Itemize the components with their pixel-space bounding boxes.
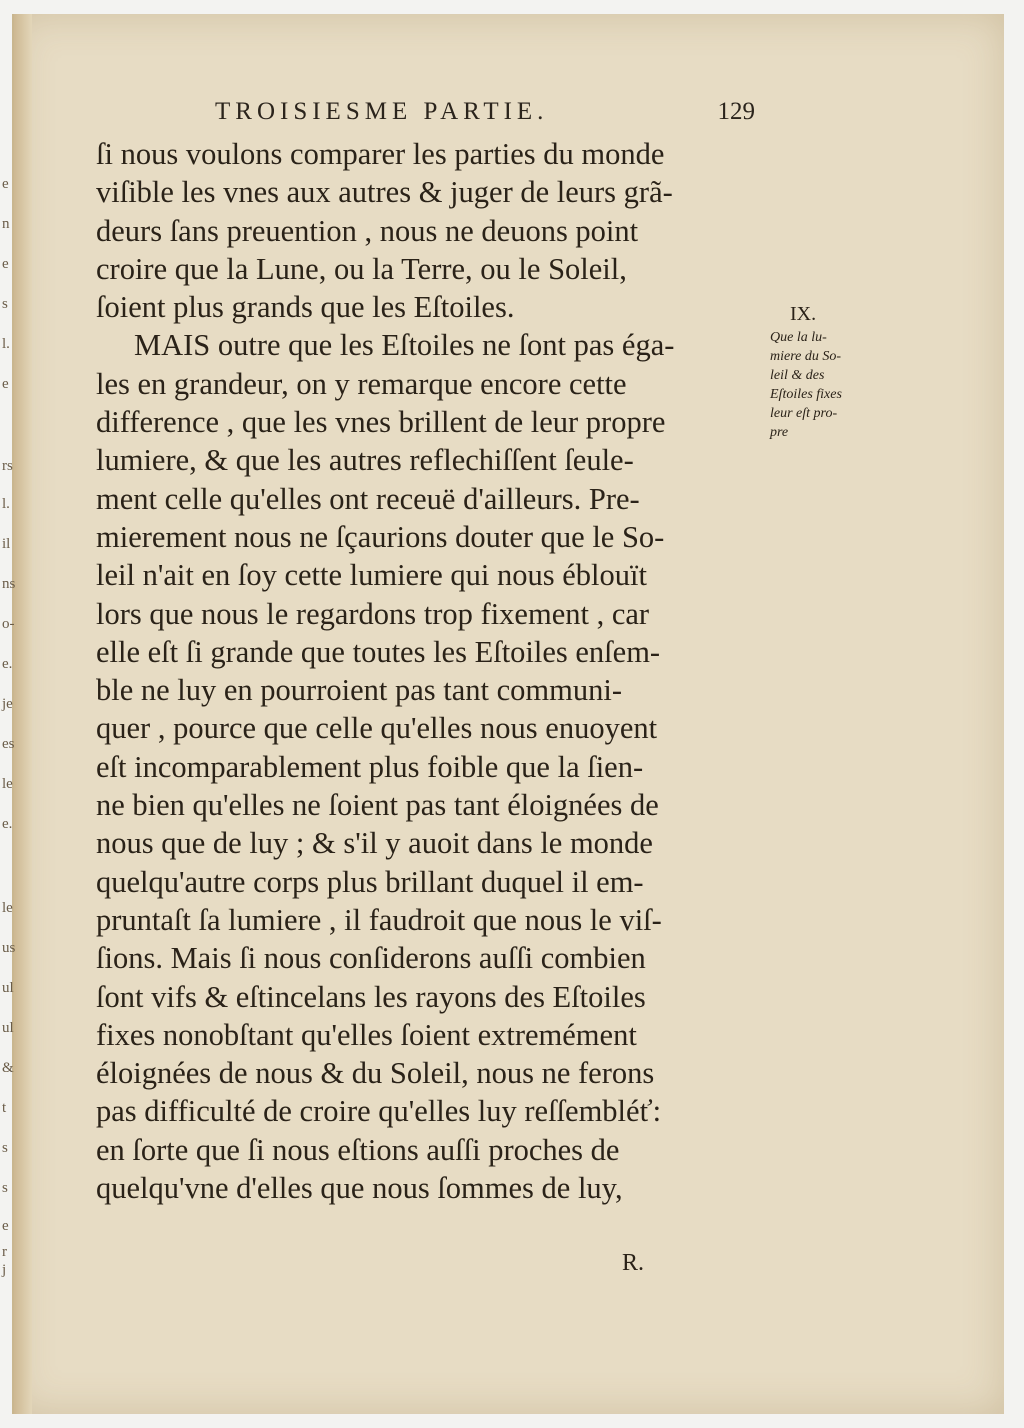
text-line: deurs ſans preuention , nous ne deuons point	[96, 213, 639, 248]
text-line: ble ne luy en pourroient pas tant communi-	[96, 673, 622, 708]
bleed-letter: le	[2, 776, 13, 792]
bleed-letter: s	[2, 1180, 8, 1196]
bleed-letter: l.	[2, 336, 10, 352]
text-line: ſoient plus grands que les Eſtoiles.	[96, 290, 515, 325]
bleed-letter: le	[2, 900, 13, 916]
text-line: ment celle qu'elles ont receuë d'ailleurs. Pre-	[96, 481, 640, 516]
bleed-letter: ns	[2, 576, 16, 592]
text-line: ſont vifs & eſtincelans les rayons des Eſtoiles	[96, 979, 646, 1014]
bleed-letter: e	[2, 176, 9, 192]
margin-note-line: leil & des	[770, 368, 825, 383]
text-line: quer , pource que celle qu'elles nous enuoyent	[96, 711, 658, 746]
bleed-letter: e	[2, 376, 9, 392]
bleed-letter: e.	[2, 656, 13, 672]
margin-note-line: leur eſt pro-	[770, 406, 838, 421]
bleed-letter: e.	[2, 816, 13, 832]
bleed-letter: o-	[2, 616, 15, 632]
bleed-letter: s	[2, 1140, 8, 1156]
margin-note-line: pre	[770, 425, 789, 440]
bleed-letter: j	[2, 1262, 7, 1278]
text-line: ſions. Mais ſi nous conſiderons auſſi combien	[96, 941, 646, 976]
bleed-letter: us	[2, 940, 16, 956]
margin-note-line: Que la lu-	[770, 330, 827, 345]
bleed-letter: je	[2, 696, 13, 712]
page-binding-edge	[14, 14, 32, 1414]
bleed-letter: s	[2, 296, 8, 312]
text-line: ne bien qu'elles ne ſoient pas tant éloignées de	[96, 788, 659, 823]
margin-note-line: miere du So-	[770, 349, 842, 364]
text-line: mierement nous ne ſçaurions douter que le So-	[96, 519, 665, 554]
bleed-letter: n	[2, 216, 10, 232]
bleed-letter: ul	[2, 1020, 14, 1036]
bleed-letter: rs	[2, 458, 13, 474]
text-line: viſible les vnes aux autres & juger de leurs grã-	[96, 175, 673, 210]
bleed-letter: e	[2, 256, 9, 272]
text-line: pruntaſt ſa lumiere , il faudroit que nous le viſ-	[96, 902, 662, 937]
text-line: les en grandeur, on y remarque encore cette	[96, 366, 627, 401]
page-header	[215, 98, 755, 132]
bleed-letter: il	[2, 536, 11, 552]
text-line: en ſorte que ſi nous eſtions auſſi proches de	[96, 1132, 620, 1167]
text-line: leil n'ait en ſoy cette lumiere qui nous éblouït	[96, 558, 647, 593]
paragraph-start-line: MAIS outre que les Eſtoiles ne ſont pas éga-	[134, 328, 675, 363]
body-text	[96, 135, 766, 1207]
bleed-letter: es	[2, 736, 15, 752]
margin-section-numeral: IX.	[790, 303, 817, 325]
text-line: nous que de luy ; & s'il y auoit dans le monde	[96, 826, 653, 861]
signature-mark: R.	[622, 1250, 645, 1276]
bleed-letter: e	[2, 1218, 9, 1234]
text-line: elle eſt ſi grande que toutes les Eſtoiles enſem-	[96, 634, 661, 669]
text-line: lors que nous le regardons trop fixement , car	[96, 596, 650, 631]
text-line: lumiere, & que les autres reflechiſſent ſeule-	[96, 443, 634, 478]
text-line: fixes nonobſtant qu'elles ſoient extremément	[96, 1017, 637, 1052]
bleed-letter: t	[2, 1100, 7, 1116]
text-line: croire que la Lune, ou la Terre, ou le Soleil,	[96, 251, 627, 286]
page-number: 129	[717, 98, 755, 125]
running-head: TROISIESME PARTIE.	[215, 98, 549, 125]
text-line: éloignées de nous & du Soleil, nous ne ferons	[96, 1056, 655, 1091]
text-line: difference , que les vnes brillent de leur propre	[96, 405, 666, 440]
text-line: pas difficulté de croire qu'elles luy reſſembléť:	[96, 1094, 662, 1129]
bleed-letter: &	[2, 1060, 14, 1076]
text-line: ſi nous voulons comparer les parties du monde	[96, 137, 665, 171]
text-line: quelqu'autre corps plus brillant duquel il em-	[96, 864, 644, 899]
bleed-letter: l.	[2, 496, 10, 512]
text-line: eſt incomparablement plus foible que la ſien-	[96, 749, 644, 784]
bleed-letter: ul	[2, 980, 14, 996]
bleed-letter: r	[2, 1244, 7, 1260]
text-line: quelqu'vne d'elles que nous ſommes de luy,	[96, 1171, 623, 1206]
margin-note-line: Eſtoiles fixes	[770, 387, 842, 402]
margin-note	[770, 300, 885, 442]
bleed-through-column	[0, 0, 16, 1428]
